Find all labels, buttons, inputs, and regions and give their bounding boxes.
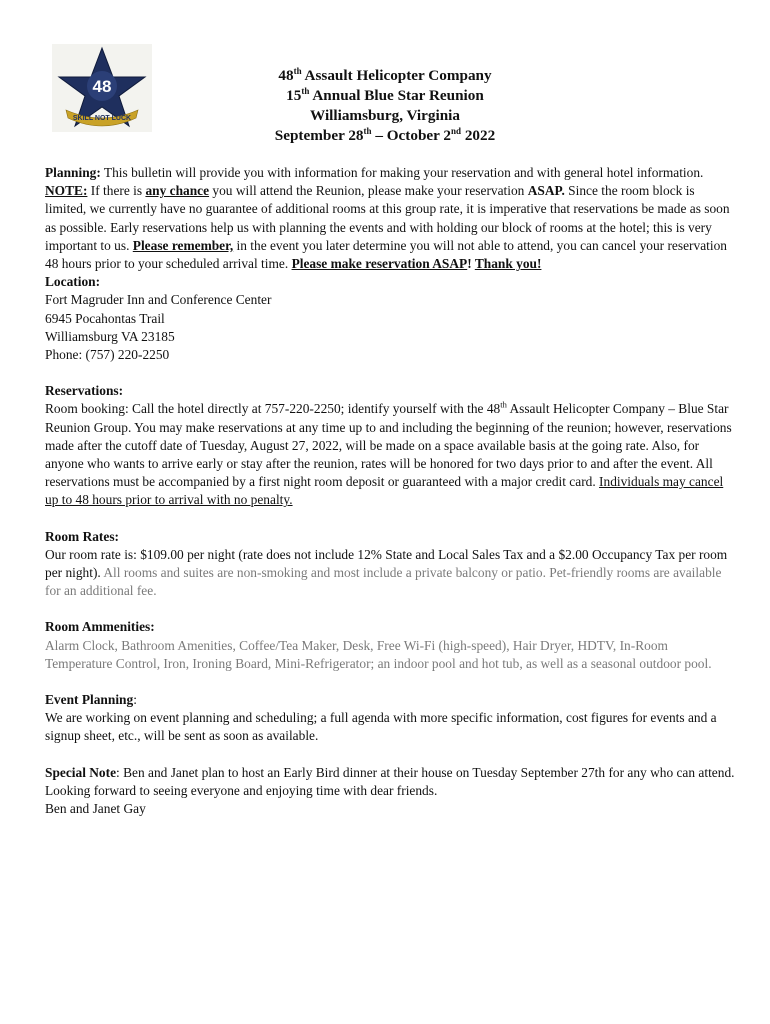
event-planning-section: Event Planning: We are working on event planning and scheduling; a full agenda with more specific information, cost figures for events and a signup sheet, etc., will be sent as soon as available. <box>45 691 735 746</box>
planning-heading: Planning: <box>45 165 101 180</box>
hotel-name: Fort Magruder Inn and Conference Center <box>45 292 272 308</box>
note-label: NOTE: <box>45 183 88 199</box>
room-rates-section <box>45 528 735 601</box>
blue-star-logo <box>52 44 152 132</box>
svg-text:48: 48 <box>92 77 112 96</box>
cancellation-policy: Individuals may cancel up to 48 hours prior to arrival with no penalty. <box>45 474 724 508</box>
amenities-section <box>45 618 735 673</box>
header-line-company: 48th Assault Helicopter Company <box>278 65 492 84</box>
thank-you-emphasis: Thank you! <box>474 256 542 272</box>
document-header <box>170 66 600 146</box>
please-remember-emphasis: Please remember, <box>132 237 234 253</box>
svg-text:SKILL NOT LUCK: SKILL NOT LUCK <box>72 115 132 122</box>
planning-section: Planning: This bulletin will provide you with information for making your reservation and with general hotel information. NOTE: If there is any chance you will attend the Reunion, please make your reservation ASAP. Since the room block is limited, we currently have no guarantee of additional rooms at this group rate, it is imperative that reservations be made as soon as possible. Early reservations help us with planning the events and with holding our block of rooms at the hotel; this is very important to us. Please remember, in the event you later determine you will not able to attend, you can cancel your reservation 48 hours prior to your scheduled arrival time. Please make reservation ASAP! Thank you! <box>45 165 730 272</box>
make-reservation-emphasis: Please make reservation ASAP <box>291 256 468 272</box>
room-rates-heading: Room Rates: <box>45 528 120 544</box>
room-rates-text: Our room rate is: $109.00 per night (rate does not include 12% State and Local Sales Tax and a $2.00 Occupancy Tax per room per night). All rooms and suites are non-smoking and most include a private balcony or patio. Pet-friendly rooms are available for an additional fee. <box>45 546 728 599</box>
hotel-street: 6945 Pocahontas Trail <box>45 310 165 326</box>
header-line-location: Williamsburg, Virginia <box>310 107 460 124</box>
header-line-reunion: 15th Annual Blue Star Reunion <box>286 85 484 104</box>
event-planning-text: We are working on event planning and scheduling; a full agenda with more specific information, cost figures for events and a signup sheet, etc., will be sent as soon as available. <box>45 710 717 744</box>
amenities-heading: Room Ammenities: <box>45 619 155 635</box>
amenities-text: Alarm Clock, Bathroom Amenities, Coffee/Tea Maker, Desk, Free Wi-Fi (high-speed), Hair Dryer, HDTV, In-Room Temperature Control, Iron, Ironing Board, Mini-Refrigerator; an indoor pool and hot tub, as well as a seasonal outdoor pool. <box>45 637 712 671</box>
asap-emphasis: ASAP. <box>527 183 565 199</box>
header-line-dates: September 28th – October 2nd 2022 <box>274 125 496 144</box>
hotel-city: Williamsburg VA 23185 <box>45 328 175 344</box>
any-chance-emphasis: any chance <box>145 183 210 199</box>
special-note-heading: Special Note <box>45 764 117 780</box>
reservations-heading: Reservations: <box>45 383 124 399</box>
signature: Ben and Janet Gay <box>45 801 146 817</box>
reservations-section <box>45 382 735 509</box>
reservations-text: Room booking: Call the hotel directly at 757-220-2250; identify yourself with the 48th Assault Helicopter Company – Blue Star Reunion Group. You may make reservations at any time up to and including the beginning of the reunion; however, reservations made after the cutoff date of Tuesday, August 27, 2022, will be made on a space available basis at the going rate. Also, for anyone who wants to arrive early or stay after the reunion, rates will be honored for two days prior to and after the event. All reservations must be accompanied by a first night room deposit or guaranteed with a major credit card. Individuals may cancel up to 48 hours prior to arrival with no penalty. <box>45 399 732 508</box>
closing-line: Looking forward to seeing everyone and enjoying time with dear friends. <box>45 782 438 798</box>
document-body <box>45 164 735 818</box>
location-heading: Location: <box>45 274 101 290</box>
hotel-phone: Phone: (757) 220-2250 <box>45 347 170 363</box>
event-planning-heading: Event Planning <box>45 692 134 708</box>
special-note-section: Special Note: Ben and Janet plan to host an Early Bird dinner at their house on Tuesday September 27th for any who can attend. <box>45 764 735 780</box>
location-section <box>45 273 735 364</box>
